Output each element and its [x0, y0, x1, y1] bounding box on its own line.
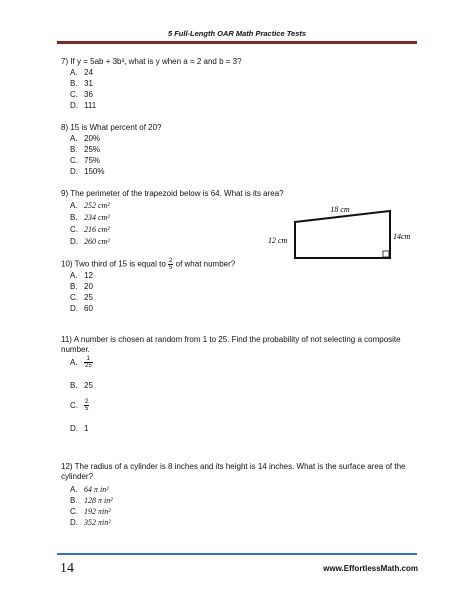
top-side-label: 18 cm: [330, 205, 350, 214]
option-c: C. 216 cm²: [70, 225, 110, 234]
question-10-stem: 10) Two third of 15 is equal to $\frac{2}{5}$ of what number?: [61, 258, 236, 271]
question-8-stem: 8) 15 is What percent of 20?: [61, 123, 162, 132]
option-b: B. 31: [70, 79, 93, 88]
question-11: [61, 335, 411, 433]
option-d: D. 1: [70, 424, 89, 433]
header-rule: [57, 41, 417, 44]
option-b: B. 20: [70, 282, 93, 291]
page-number: 14: [60, 561, 74, 576]
header-title: 5 Full-Length OAR Math Practice Tests: [167, 29, 307, 38]
option-c: C. 192 πin²: [70, 507, 111, 516]
option-a: A. 24: [70, 68, 93, 77]
question-7: [61, 57, 242, 110]
right-side-label: 14cm: [393, 232, 411, 241]
option-b: B. 234 cm²: [70, 213, 110, 222]
question-11-stem: 11) A number is chosen at random from 1 to 25. Find the probability of not selecting a composite number.: [61, 335, 401, 354]
option-a: A. 12: [70, 271, 93, 280]
option-a: A. 20%: [70, 134, 101, 143]
option-d: D. 111: [70, 101, 97, 110]
trapezoid-shape: [295, 211, 390, 258]
question-12-stem: 12) The radius of a cylinder is 8 inches and its height is 14 inches. What is the surface area of the cylinder?: [61, 462, 406, 481]
option-d: D. 60: [70, 304, 93, 313]
option-c: C. 75%: [70, 156, 101, 165]
fraction: $\frac{2}{5}$: [169, 258, 173, 271]
site-url: www.EffortlessMath.com: [323, 564, 418, 573]
option-a: A. 64 π in²: [70, 485, 109, 494]
question-12: [61, 462, 421, 527]
option-d: D. 150%: [70, 167, 105, 176]
option-a: A. 252 cm²: [70, 201, 110, 210]
question-7-stem: 7) If y = 5ab + 3b³, what is y when a = 2 and b = 3?: [61, 57, 242, 66]
question-10: [61, 258, 236, 313]
option-d: D. 260 cm²: [70, 237, 110, 246]
right-angle-mark: [383, 251, 389, 257]
option-b: B. 25%: [70, 145, 101, 154]
option-b: B. 25: [70, 381, 93, 390]
question-8: [61, 123, 162, 176]
option-c: C. 25: [70, 293, 93, 302]
option-c: C. $\frac{2}{5}$: [70, 399, 89, 412]
option-b: B. 128 π in²: [70, 496, 113, 505]
trapezoid-figure: [262, 200, 422, 266]
footer-rule: [57, 553, 417, 555]
left-side-label: 12 cm: [268, 236, 288, 245]
option-c: C. 36: [70, 90, 93, 99]
option-d: D. 352 πin²: [70, 518, 111, 527]
question-9-stem: 9) The perimeter of the trapezoid below is 64. What is its area?: [61, 189, 284, 198]
option-a: A. $\frac{1}{25}$: [70, 356, 92, 369]
